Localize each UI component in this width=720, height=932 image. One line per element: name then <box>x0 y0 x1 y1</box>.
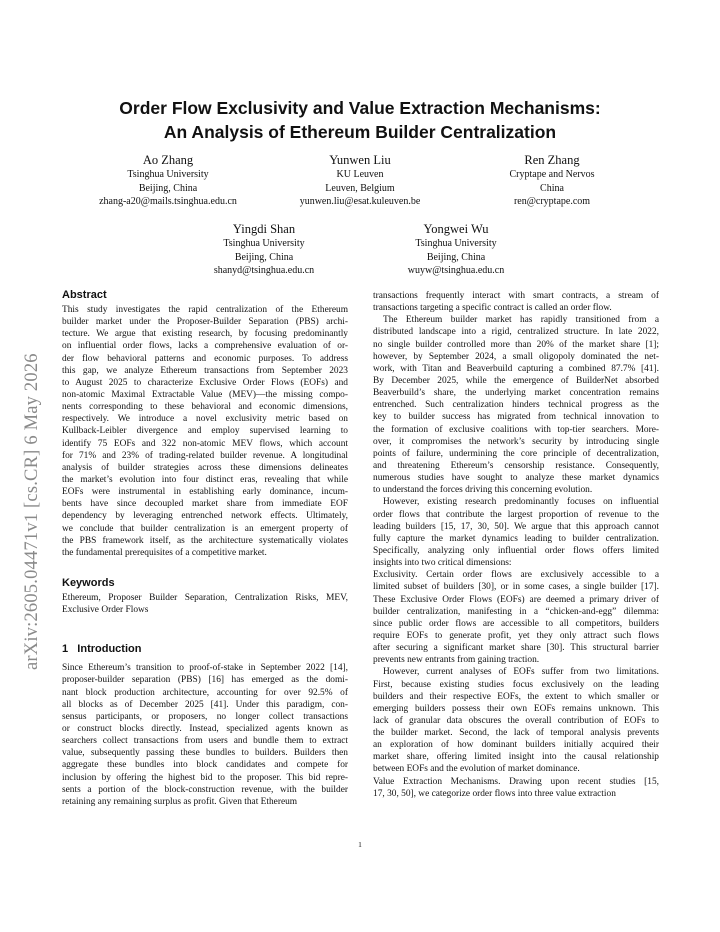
author-block <box>164 221 364 278</box>
author-email: shanyd@tsinghua.edu.cn <box>213 265 315 276</box>
author-email: wuyw@tsinghua.edu.cn <box>407 265 505 276</box>
text-line: an exploration of how dominant builders initially acquired their <box>373 740 659 751</box>
text-line: builder market under the Proposer-Builder Separation (PBS) archi- <box>62 317 348 328</box>
text-line: emerging builders possess their own EOFs remains unknown. This <box>373 703 659 714</box>
author-location: Beijing, China <box>138 182 198 194</box>
text-line: since public order flows are accessible to all competitors, builders <box>373 618 659 629</box>
author-affiliation: Tsinghua University <box>223 238 305 249</box>
text-line: transactions frequently interact with smart contracts, a stream of <box>373 291 659 301</box>
author-location: Leuven, Belgium <box>325 182 395 194</box>
text-line: These Exclusive Order Flows (EOFs) are deemed a primary driver of <box>373 594 659 605</box>
text-line: respectively. We introduce a novel exclusivity metric based on <box>62 414 348 425</box>
text-line: all blocks as of December 2025 [41]. Under this paradigm, con- <box>62 699 348 710</box>
text-line: numerous studies have sought to analyze these market dynamics <box>373 473 659 484</box>
author-affiliation: Cryptape and Nervos <box>509 169 595 180</box>
text-line: fully capture the market dynamics leading to builder centralization. <box>373 533 659 544</box>
section-number: 1 <box>62 643 69 656</box>
text-line: this gap, we analyze Ethereum transactions from September 2023 <box>62 365 348 376</box>
author-location: China <box>540 182 564 194</box>
text-line: Exclusive Order Flows <box>62 605 149 616</box>
text-line: retaining any remaining surplus as profit. Given that Ethereum <box>62 796 298 807</box>
text-line: builders and their respective EOFs, the extent to which smaller or <box>373 691 659 702</box>
text-line: der flow behavioral patterns and economic purposes. To address <box>62 353 348 364</box>
author-email: yunwen.liu@esat.kuleuven.be <box>299 196 421 207</box>
section-heading-introduction <box>62 642 348 656</box>
title-line-1: Order Flow Exclusivity and Value Extraction Mechanisms: <box>119 98 601 118</box>
text-line: Ethereum, Proposer Builder Separation, Centralization Risks, MEV, <box>62 592 348 603</box>
abstract-heading: Abstract <box>62 289 107 301</box>
text-line: nents corresponding to these behavioral and economic dimensions, <box>62 402 348 413</box>
left-column <box>62 288 348 808</box>
author-email: ren@cryptape.com <box>513 196 591 207</box>
text-line: 17, 30, 50], we categorize order flows into three value extraction <box>373 788 616 799</box>
text-line: work, with Titan and Beaverbuild capturing a combined 87.7% [41]. <box>373 363 659 374</box>
text-line: the PBS framework itself, as the architecture systematically violates <box>62 535 348 546</box>
text-line: over, it compromises the network’s security by introducing single <box>373 436 659 447</box>
text-line: require EOFs to generate profit, yet they only attract such flows <box>373 630 659 641</box>
text-line: proposer-builder separation (PBS) [16] has emerged as the domi- <box>62 675 348 686</box>
text-line: key to builder success has migrated from technical innovation to <box>373 412 659 423</box>
text-line: Since Ethereum’s transition to proof-of-stake in September 2022 [14], <box>62 663 348 674</box>
text-line: non-atomic Maximal Extractable Value (MEV)—the missing compo- <box>62 389 348 400</box>
text-line: bents have since decoupled market share from immediate EOF <box>62 499 348 510</box>
author-affiliation: Tsinghua University <box>127 169 209 180</box>
author-block <box>260 152 460 209</box>
text-line: and threatening Ethereum’s censorship resistance. Consequently, <box>373 460 659 471</box>
text-line: the market’s evolution into four distinct eras, revealing that while <box>62 474 348 485</box>
author-name: Yunwen Liu <box>329 153 391 167</box>
keywords-body <box>62 592 348 616</box>
text-line: value, subsequently passing these bundles to builders. Builders then <box>62 748 348 759</box>
text-line: The Ethereum builder market has rapidly transitioned from a <box>383 315 659 326</box>
text-line: prevents new entrants from gaining traction. <box>373 655 540 666</box>
text-line: for 71% and 23% of trading-related builder revenue. A longitudinal <box>62 450 348 461</box>
text-line: analysis of builder strategies across these dimensions delineates <box>62 462 348 473</box>
author-name: Yongwei Wu <box>423 222 489 236</box>
text-line: dependency by leveraging entrenched network effects. Ultimately, <box>62 511 348 522</box>
author-location: Beijing, China <box>426 251 486 263</box>
text-line: we conclude that builder centralization is an emergent property of <box>62 523 348 534</box>
text-line: However, existing research predominantly focuses on influential <box>383 497 659 508</box>
text-line: order flows that contribute the largest proportion of revenue to the <box>373 509 659 520</box>
text-line: the formation of exclusive coalitions with top-tier searchers. More- <box>373 424 659 435</box>
title-line-2: An Analysis of Ethereum Builder Centralization <box>163 122 557 142</box>
author-email: zhang-a20@mails.tsinghua.edu.cn <box>99 196 237 207</box>
author-block <box>68 152 268 209</box>
text-line: between EOFs and the evolution of market dominance. <box>373 764 580 775</box>
text-line: Beaverbuild’s share, the underlying market concentration remains <box>373 388 659 399</box>
text-line: Specifically, analyzing only influential order flows offers limited <box>373 545 659 556</box>
text-line: identify 75 EOFs and 322 non-atomic MEV flows, which account <box>62 438 348 449</box>
right-column-body <box>373 290 659 800</box>
author-block <box>356 221 556 278</box>
text-line: or construct blocks directly. Instead, specialized agents known as <box>62 723 348 734</box>
author-name: Ren Zhang <box>524 153 580 167</box>
text-line: lack of granular data obscures the overall contribution of EOFs to <box>373 715 659 726</box>
text-line: points of failure, undermining the core principle of decentralization, <box>373 448 659 459</box>
author-name: Yingdi Shan <box>232 222 296 236</box>
text-line: to understand the forces driving this concerning evolution. <box>373 485 593 496</box>
text-line: Value Extraction Mechanisms. Drawing upon recent studies [15, <box>373 776 659 787</box>
text-line: insights into two critical dimensions: <box>373 558 512 569</box>
abstract-body <box>62 304 348 559</box>
author-affiliation: KU Leuven <box>336 169 384 180</box>
text-line: after securing a significant market share [30]. This structural barrier <box>373 643 659 654</box>
author-name: Ao Zhang <box>142 153 194 167</box>
right-column <box>373 290 659 800</box>
text-line: tecture. We argue that existing research, by focusing predominantly <box>62 329 348 340</box>
author-block <box>452 152 652 209</box>
text-line: on influential order flows, lacks a comprehensive evaluation of or- <box>62 341 348 352</box>
text-line: nant block production architecture, accounting for over 92.5% of <box>62 687 348 698</box>
text-line: searchers collect transactions from users and bundle them to extract <box>62 736 348 747</box>
text-line: Kullback-Leibler divergence and employ supervised learning to <box>62 426 348 437</box>
text-line: the fundamental prerequisites of a competitive market. <box>62 547 267 558</box>
keywords-heading: Keywords <box>62 576 115 589</box>
text-line: leading builders [15, 17, 30, 50]. We argue that this approach cannot <box>373 521 659 532</box>
text-line: sensus participants, or proposers, no longer collect transactions <box>62 711 348 722</box>
introduction-body <box>62 662 348 808</box>
text-line: EOFs were instrumental in establishing early dominance, incum- <box>62 487 348 498</box>
section-title: Introduction <box>77 643 142 656</box>
author-affiliation: Tsinghua University <box>415 238 497 249</box>
text-line: This study investigates the rapid centralization of the Ethereum <box>62 305 348 315</box>
text-line: distributed landscape into a rigid, centralized structure. In late 2022, <box>373 327 659 338</box>
page-number: 1 <box>358 840 362 849</box>
text-line: builder centralization, manifesting in a “chicken-and-egg” dilemma: <box>373 606 659 617</box>
text-line: Exclusivity. Certain order flows are exclusively accessible to a <box>373 570 659 581</box>
text-line: the builder market. Second, the lack of temporal analysis prevents <box>373 728 659 739</box>
text-line: aggregate these bundles into block candidates and compete for <box>62 760 348 771</box>
text-line: By December 2025, while the emergence of BuilderNet absorbed <box>373 375 659 386</box>
text-line: transactions targeting a specific contract is called an order flow. <box>373 303 612 314</box>
text-line: however, by September 2024, a small oligopoly dominated the net- <box>373 351 659 362</box>
text-line: First, because existing studies focus exclusively on the leading <box>373 679 659 690</box>
text-line: market share, offering limited insight into the causal relationship <box>373 752 659 763</box>
text-line: entrenched. Such centralization hinders technical progress as the <box>373 400 659 411</box>
text-line: sents a portion of the block-construction revenue, with the builder <box>62 784 348 795</box>
text-line: inclusion by offering the highest bid to the proposer. This bid repre- <box>62 772 348 783</box>
author-location: Beijing, China <box>234 251 294 263</box>
text-line: However, current analyses of EOFs suffer from two limitations. <box>383 667 659 678</box>
text-line: to August 2025 to characterize Exclusive Order Flows (EOFs) and <box>62 377 348 388</box>
paper-title <box>70 96 650 144</box>
arxiv-identifier: arXiv:2605.04471v1 [cs.CR] 6 May 2026 <box>22 353 42 670</box>
text-line: limited subset of builders [30], or in some cases, a single builder [17]. <box>373 582 659 593</box>
text-line: no single builder controlled more than 20% of the market share [1]; <box>373 339 659 350</box>
